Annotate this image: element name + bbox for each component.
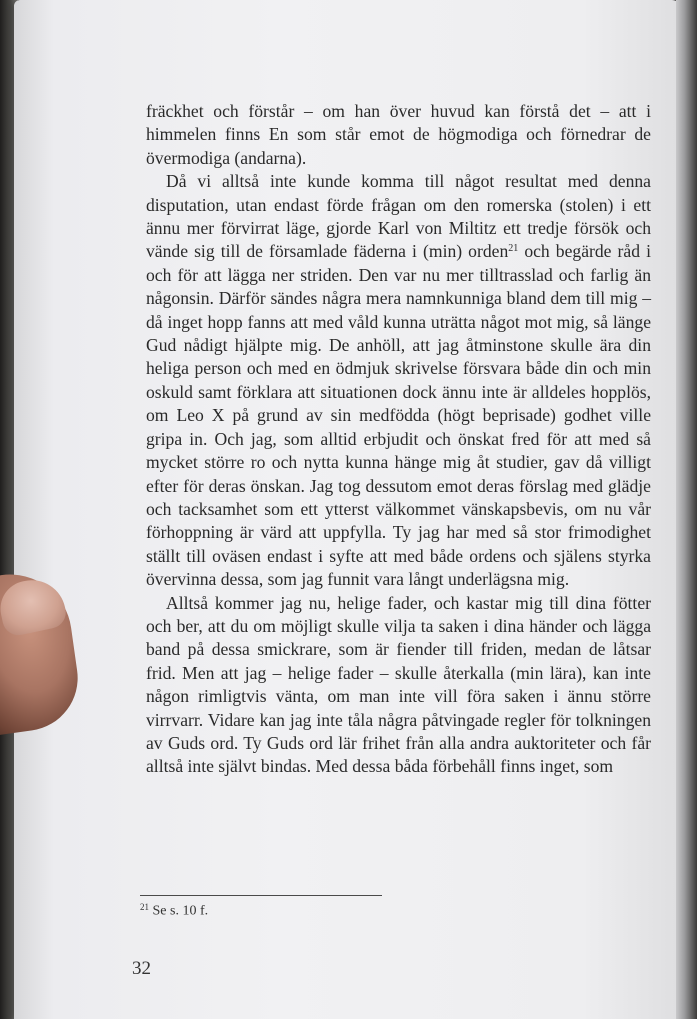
footnote (140, 902, 208, 920)
footnote-text: Se s. 10 f. (152, 903, 209, 919)
paragraph-2-text-end: och begärde råd i och för att lägga ner striden. Den var nu mer tilltrasslad och farlig än någonsin. Därför sändes några mera namnkunniga bland dem till mig – då inget hopp fanns att med våld kunna uträtta något mot mig, så länge Gud nådigt hjälpte mig. De anhöll, att jag åtminstone skulle ära din heliga person och med en ödmjuk skrivelse försvara både din och min oskuld samt förklara att situationen dock ännu inte är alldeles hopplös, om Leo X på grund av sin medfödda (högt beprisade) godhet ville gripa in. Och jag, som alltid erbjudit och önskat fred för att med så mycket större ro och nytta kunna hänge mig åt studier, gav då villigt efter för deras önskan. Jag tog dessutom emot deras förslag med glädje och tacksamhet som ett ytterst välkommet vänskapsbevis, om nu vår förhoppning är värd att uppfylla. Ty jag har med så stor frimodighet ställt till oväsen endast i syfte att med både ordens och själens styrka övervinna dessa, som jag funnit vara långt underlägsna mig. (146, 241, 651, 590)
paragraph-2 (146, 170, 651, 591)
body-text (146, 100, 651, 779)
page-number: 32 (132, 958, 151, 979)
paragraph-1: fräckhet och förstår – om han över huvud kan förstå det – att i himmelen finns En som står emot de högmodiga och förnedrar de övermodiga (andarna). (146, 101, 651, 168)
paragraph-3: Alltså kommer jag nu, helige fader, och kastar mig till dina fötter och ber, att du om möjligt skulle vilja ta saken i dina händer och lägga band på dessa smickrare, som är fiender till friden, medan de låtsar frid. Men att jag – helige fader – skulle återkalla (min lära), kan inte någon rimligtvis vänta, om man inte vill föra saken i ännu större virrvarr. Vidare kan jag inte tåla några påtvingade regler för tolkningen av Guds ord. Ty Guds ord lär frihet från alla andra auktoriteter och får alltså inte självt bindas. Med dessa båda förbehåll finns inget, som (146, 592, 651, 777)
page-edge (676, 0, 697, 1019)
footnote-reference: 21 (508, 243, 519, 255)
footnote-number: 21 (140, 902, 149, 912)
footnote-divider (140, 895, 382, 896)
paragraph-2-text-start: Då vi alltså inte kunde komma till något resultat med denna disputation, utan endast förde frågan om den romerska (stolen) i ett ännu mer förvirrat läge, gjorde Karl von Miltitz ett tredje försök och vände sig till de församlade fäderna i (min) orden (146, 171, 651, 262)
